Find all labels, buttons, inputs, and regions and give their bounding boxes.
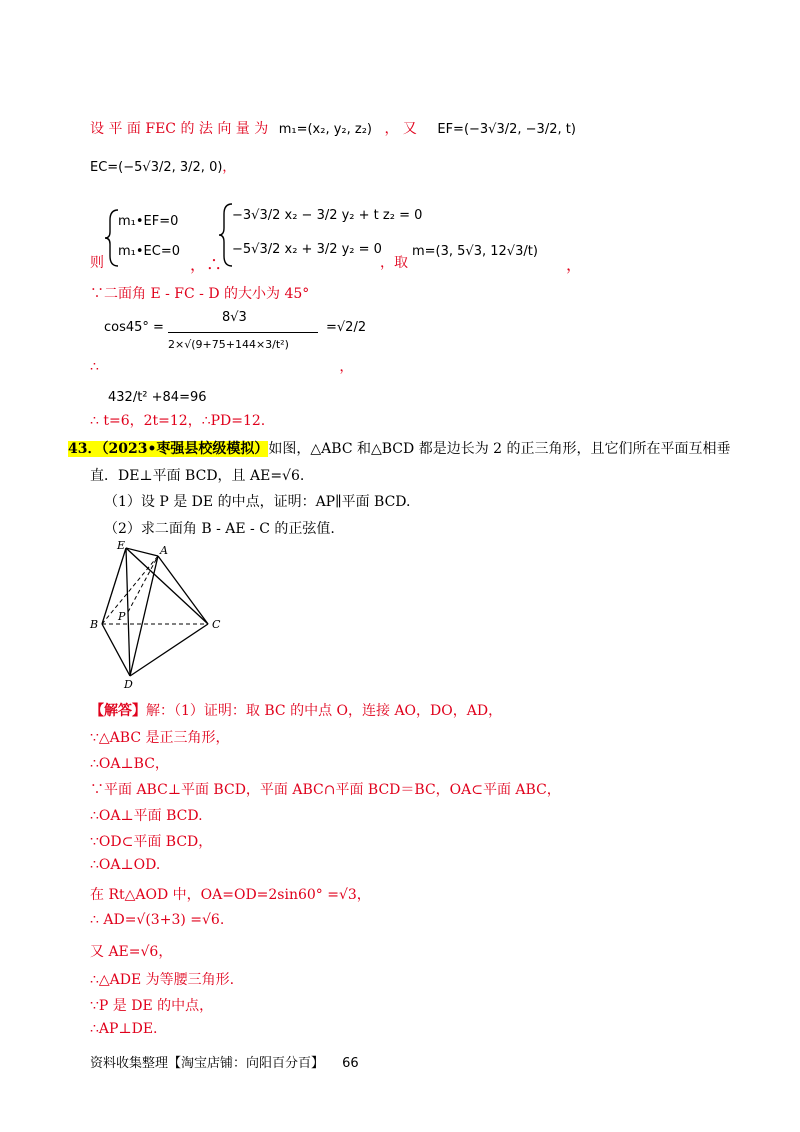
sys2-eq-a: −3√3/2 x₂ − 3/2 y₂ + t z₂ = 0 [232, 208, 423, 223]
solution-line-3: ∵平面 ABC⊥平面 BCD，平面 ABC∩平面 BCD＝BC，OA⊂平面 ABC， [90, 782, 561, 798]
solution-line-2: ∴OA⊥BC， [90, 756, 169, 772]
page-number: 66 [342, 1056, 359, 1071]
ef-vector: EF=(−3√3/2, −3/2, t) [437, 122, 576, 137]
solution-line-7: 在 Rt△AOD 中，OA=OD=2sin60° =√3， [90, 887, 371, 903]
page-footer [90, 1052, 359, 1071]
equation-2: 432/t² +84=96 [108, 390, 207, 405]
question-stem-2: 直．DE⊥平面 BCD，且 AE=√6. [90, 468, 305, 484]
ec-vector-line: EC=(−5√3/2, 3/2, 0)， [90, 160, 236, 175]
solution-head: 【解答】 [90, 703, 146, 719]
solution-line-12: ∴AP⊥DE. [90, 1021, 158, 1037]
question-43-header [68, 438, 731, 458]
sys2-eq-b: −5√3/2 x₂ + 3/2 y₂ = 0 [232, 242, 382, 257]
question-stem-1: 如图，△ABC 和△BCD 都是边长为 2 的正三角形，且它们所在平面互相垂 [268, 441, 731, 457]
footer-text: 资料收集整理【淘宝店铺：向阳百分百】 [90, 1056, 325, 1071]
solution-line-11: ∵P 是 DE 的中点， [90, 998, 214, 1014]
geometry-figure [88, 540, 248, 690]
sys1-eq-b: m₁•EC=0 [118, 244, 180, 259]
sys1-eq-a: m₁•EF=0 [118, 214, 179, 229]
ec-vector: EC=(−5√3/2, 3/2, 0) [90, 160, 223, 175]
cos-numerator: 8√3 [222, 310, 247, 325]
solution-line-10: ∴△ADE 为等腰三角形. [90, 972, 235, 988]
label-e: E [117, 540, 126, 552]
equation-systems: 则 m₁•EF=0 m₁•EC=0 ，∴ −3√3/2 x₂ − 3/2 y₂ + t z₂ = 0 −5√3/2 x₂ + 3/2 y₂ = 0 ，取 m=(3, 5√3, 12√3/t) ， [90, 200, 710, 270]
qu-label: ，取 [380, 255, 408, 271]
ze-label: 则 [90, 255, 104, 271]
m1-vector: m₁=(x₂, y₂, z₂) [278, 122, 372, 137]
label-p: P [118, 610, 126, 623]
therefore-line: ∴ ， [90, 359, 354, 375]
cos-lhs: cos45° = [104, 320, 164, 335]
label-b: B [90, 618, 99, 631]
solution-line-8: ∴ AD=√(3+3) =√6. [90, 912, 225, 928]
solution-line-4: ∴OA⊥平面 BCD. [90, 808, 203, 824]
solution-line-0: 【解答】解：（1）证明：取 BC 的中点 O，连接 AO，DO，AD， [90, 703, 503, 719]
cos-denominator: 2×√(9+75+144×3/t²) [168, 338, 289, 351]
label-d: D [124, 678, 133, 690]
solution-line-5: ∵OD⊂平面 BCD， [90, 834, 213, 850]
solution-line-9: 又 AE=√6， [90, 944, 173, 960]
question-part-2: （2）求二面角 B - AE - C 的正弦值. [104, 521, 335, 537]
question-source: （2023•枣强县校级模拟） [101, 441, 269, 457]
result-line: ∴ t=6，2t=12，∴PD=12. [90, 413, 266, 429]
question-part-1: （1）设 P 是 DE 的中点，证明：AP∥平面 BCD. [104, 494, 411, 510]
cos-rhs: =√2/2 [326, 320, 367, 335]
question-number: 43． [68, 441, 102, 457]
text-you: ， 又 [384, 121, 417, 137]
label-c: C [212, 618, 221, 631]
text-lead: 设 平 面 FEC 的 法 向 量 为 [90, 121, 269, 137]
m-vector: m=(3, 5√3, 12√3/t) [412, 244, 538, 259]
normal-vector-line [90, 118, 576, 138]
solution-line-1: ∵△ABC 是正三角形， [90, 730, 230, 746]
label-a: A [160, 544, 168, 557]
dihedral-condition: ∵二面角 E - FC - D 的大小为 45° [90, 286, 310, 302]
therefore-1: ∴ [90, 359, 99, 375]
solution-line-6: ∴OA⊥OD. [90, 857, 161, 873]
